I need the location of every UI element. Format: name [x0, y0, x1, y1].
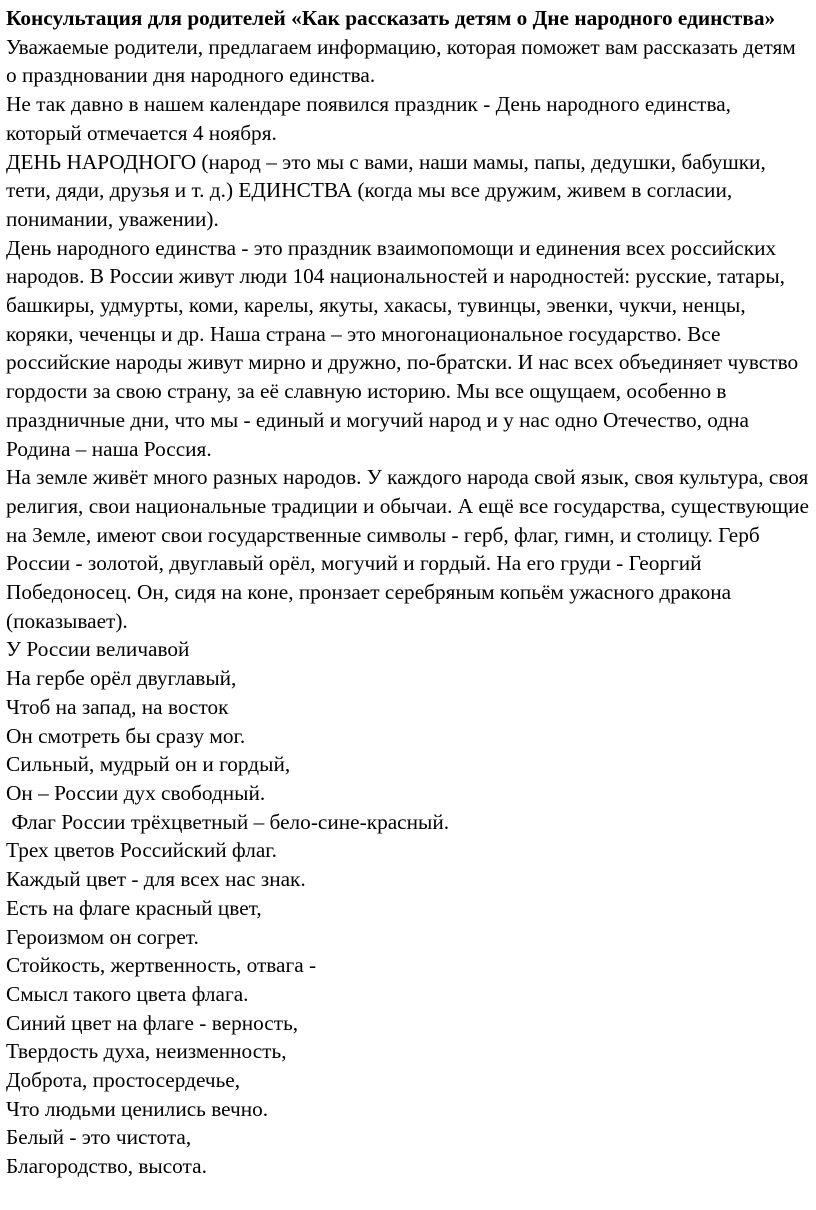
paragraph-intro: Уважаемые родители, предлагаем информацию, которая поможет вам рассказать детям о праздновании дня народного единства.: [6, 34, 796, 88]
poem-line: Он – России дух свободный.: [6, 780, 266, 805]
poem-line: Флаг России трёхцветный – бело-сине-красный.: [6, 809, 450, 834]
poem-line: Смысл такого цвета флага.: [6, 981, 249, 1006]
paragraph-holiday-date: Не так давно в нашем календаре появился праздник - День народного единства, который отмечается 4 ноября.: [6, 92, 732, 145]
document-title: Консультация для родителей «Как рассказать детям о Дне народного единства»: [6, 6, 776, 30]
poem-line: Белый - это чистота,: [6, 1125, 192, 1150]
poem-line: Есть на флаге красный цвет,: [6, 895, 262, 920]
poem-line: Благородство, высота.: [6, 1154, 207, 1179]
poem-line: Сильный, мудрый он и гордый,: [6, 752, 291, 777]
poem-line: Синий цвет на флаге - верность,: [6, 1010, 299, 1035]
paragraph-nationalities: День народного единства - это праздник взаимопомощи и единения всех российских народов. В России живут люди 104 национальностей и народностей: русские, татары, башкиры, удмурты, коми, карелы, якуты, хакасы, тувинцы, эвенки, чукчи, ненцы, коряки, чеченцы и др. Наша страна – это многонациональное государство. Все российские народы живут мирно и дружно, по-братски. И нас всех объединяет чувство гордости за свою страну, за её славную историю. Мы все ощущаем, особенно в праздничные дни, что мы - единый и могучий народ и у нас одно Отечество, одна Родина – наша Россия.: [6, 235, 799, 461]
poem-line: Трех цветов Российский флаг.: [6, 838, 277, 863]
poem-line: Чтоб на запад, на восток: [6, 694, 229, 719]
paragraph-meaning: ДЕНЬ НАРОДНОГО (народ – это мы с вами, наши мамы, папы, дедушки, бабушки, тети, дяди, друзья и т. д.) ЕДИНСТВА (когда мы все дружим, живем в согласии, понимании, уважении).: [6, 149, 766, 231]
poem-line: Твердость духа, неизменность,: [6, 1039, 287, 1064]
poem-line: На гербе орёл двуглавый,: [6, 666, 237, 691]
paragraph-state-symbols: На земле живёт много разных народов. У каждого народа свой язык, своя культура, своя религия, свои национальные традиции и обычаи. А ещё все государства, существующие на Земле, имеют свои государственные символы - герб, флаг, гимн, и столицу. Герб России - золотой, двуглавый орёл, могучий и гордый. На его груди - Георгий Победоносец. Он, сидя на коне, пронзает серебряным копьём ужасного дракона (показывает).: [6, 465, 810, 633]
poem-line: У России величавой: [6, 637, 190, 662]
poem-line: Что людьми ценились вечно.: [6, 1096, 269, 1121]
poem-line: Героизмом он согрет.: [6, 924, 199, 949]
poem-line: Стойкость, жертвенность, отвага -: [6, 953, 317, 978]
poem-line: Каждый цвет - для всех нас знак.: [6, 867, 306, 892]
poem-line: Доброта, простосердечье,: [6, 1068, 241, 1093]
poem-line: Он смотреть бы сразу мог.: [6, 723, 246, 748]
poem: [6, 635, 810, 1180]
